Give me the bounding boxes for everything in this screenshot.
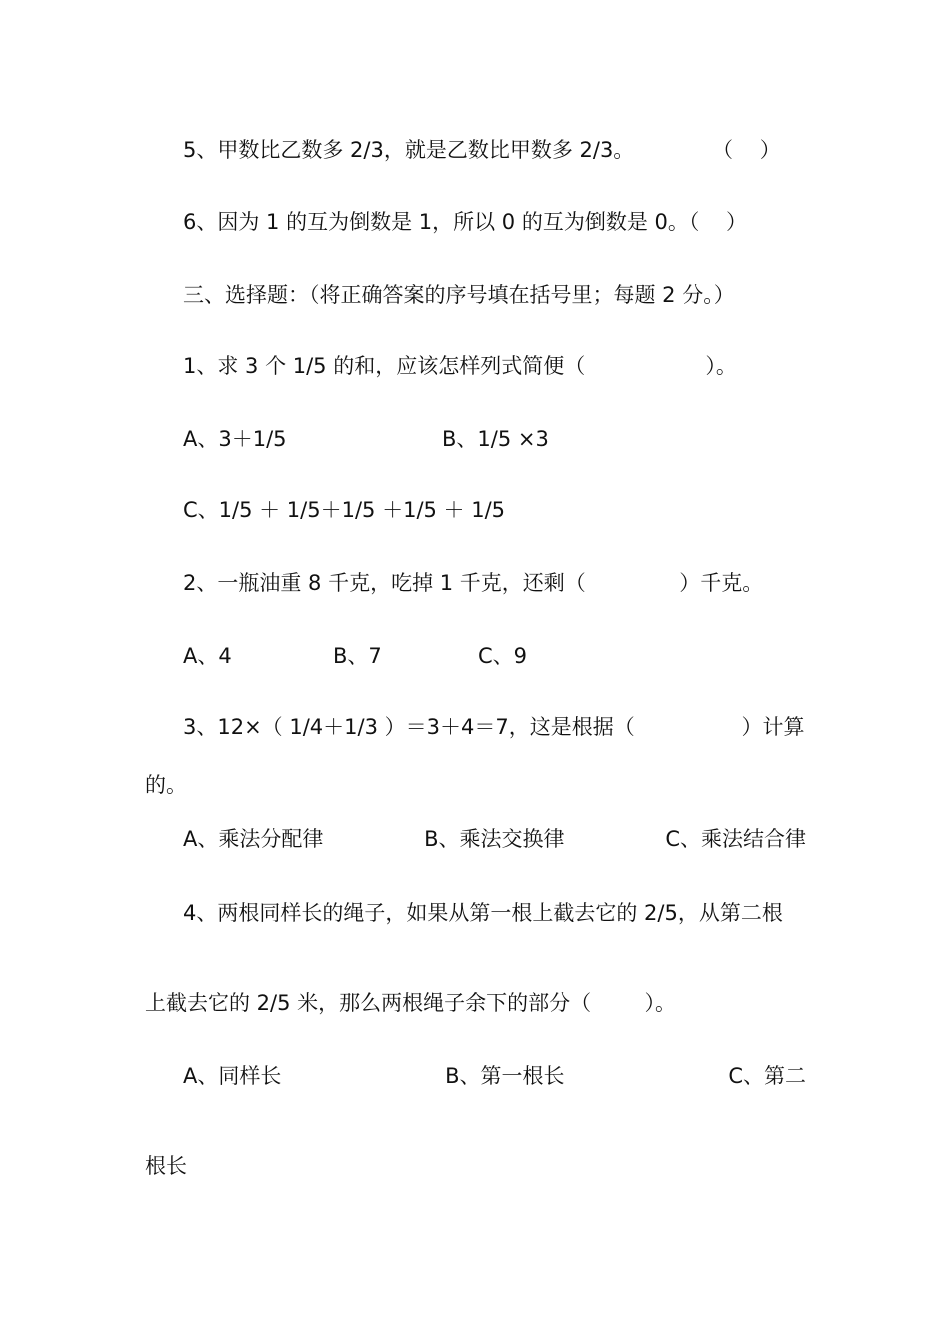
question-1-option-a: A、3＋1/5	[183, 427, 287, 451]
question-3-option-c: C、乘法结合律	[665, 827, 806, 851]
question-3-option-b: B、乘法交换律	[424, 827, 565, 851]
tf-answer-bracket-5: （ ）	[712, 138, 781, 162]
question-4-options	[183, 1066, 806, 1087]
tf-question-5: 5、甲数比乙数多 2/3，就是乙数比甲数多 2/3。	[183, 138, 635, 162]
question-3-options	[183, 829, 806, 850]
question-2-option-c: C、9	[478, 644, 528, 668]
question-4-option-c-continued: 根长	[145, 1154, 187, 1178]
question-4-stem-line2: 上截去它的 2/5 米，那么两根绳子余下的部分（ ）。	[145, 991, 677, 1015]
question-1-option-b: B、1/5 ×3	[442, 427, 549, 451]
question-1-stem: 1、求 3 个 1/5 的和，应该怎样列式简便（ ）。	[183, 354, 737, 378]
question-2-option-b: B、7	[333, 644, 382, 668]
tf-question-6: 6、因为 1 的互为倒数是 1，所以 0 的互为倒数是 0。（ ）	[183, 210, 748, 234]
question-2-option-a: A、4	[183, 644, 232, 668]
question-3-stem-text: 3、12×（ 1/4＋1/3 ）＝3＋4＝7，这是根据（ ）计算	[183, 715, 805, 739]
question-2-stem: 2、一瓶油重 8 千克，吃掉 1 千克，还剩（ ）千克。	[183, 571, 764, 595]
question-4-stem-line1: 4、两根同样长的绳子，如果从第一根上截去它的 2/5，从第二根	[183, 901, 783, 925]
question-4-option-c: C、第二	[728, 1064, 806, 1088]
section-heading: 三、选择题：（将正确答案的序号填在括号里；每题 2 分。）	[183, 283, 735, 307]
question-3-stem-line2: 的。	[145, 773, 187, 797]
question-3-option-a: A、乘法分配律	[183, 827, 324, 851]
question-4-option-a: A、同样长	[183, 1064, 282, 1088]
question-4-option-b: B、第一根长	[445, 1064, 565, 1088]
question-1-option-c: C、1/5 ＋ 1/5＋1/5 ＋1/5 ＋ 1/5	[183, 498, 506, 522]
question-3-stem-line1	[183, 717, 806, 738]
